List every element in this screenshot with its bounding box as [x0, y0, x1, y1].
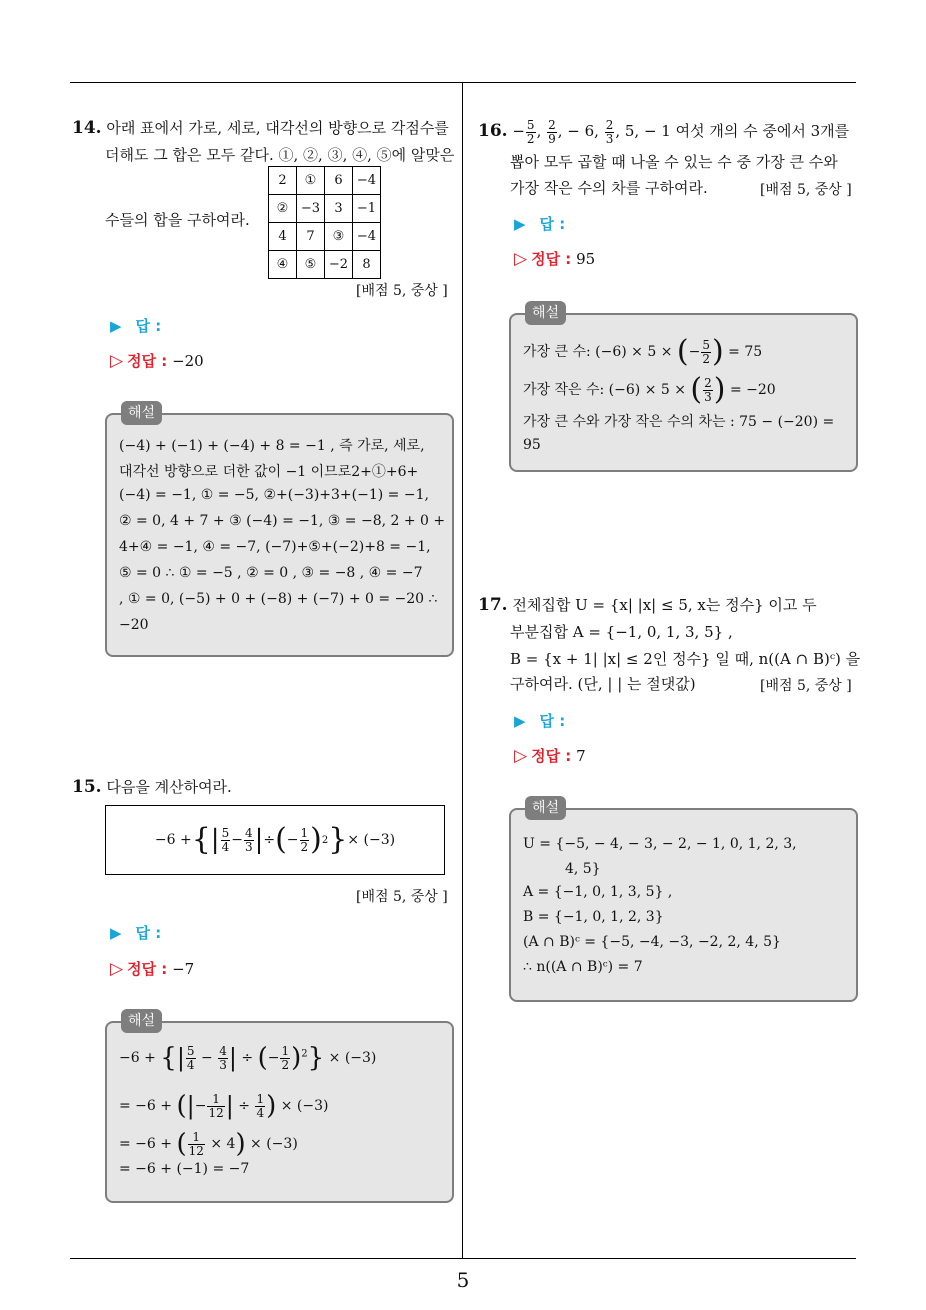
q16-line3: 가장 작은 수의 차를 구하여라. — [510, 179, 708, 197]
explain-line: U = {−5, − 4, − 3, − 2, − 1, 0, 1, 2, 3, — [523, 836, 797, 852]
q15-correct: ▷ 정답 : −7 — [110, 959, 195, 979]
outline-triangle-icon: ▷ — [514, 249, 528, 269]
play-icon: ▶ — [514, 215, 526, 233]
table-cell: ④ — [269, 251, 297, 279]
q14-number: 14. — [72, 118, 102, 138]
explain-line: 대각선 방향으로 더한 값이 −1 이므로2+①+6+ — [119, 464, 419, 480]
explain-line: 가장 큰 수: (−6) × 5 × (− $\frac{5}{2}$ ) = 75 — [523, 334, 763, 369]
explanation-tag: 해설 — [525, 796, 566, 820]
explanation-tag: 해설 — [121, 1009, 162, 1033]
table-row — [269, 195, 381, 223]
explain-line: (−4) = −1, ① = −5, ②+(−3)+3+(−1) = −1, — [119, 487, 429, 503]
explanation-tag: 해설 — [121, 401, 162, 425]
q15-answer[interactable]: ▶ 답 : — [110, 924, 162, 942]
magic-square-table — [268, 166, 381, 279]
explain-line: ② = 0, 4 + 7 + ③ (−4) = −1, ③ = −8, 2 + 0 + — [119, 513, 446, 529]
explanation-tag: 해설 — [525, 301, 566, 325]
table-cell: ⑤ — [297, 251, 325, 279]
table-row — [269, 223, 381, 251]
q16-correct: ▷ 정답 : 95 — [514, 249, 596, 269]
explain-line: ⑤ = 0 ∴ ① = −5 , ② = 0 , ③ = −8 , ④ = −7 — [119, 565, 423, 581]
table-cell: ① — [297, 167, 325, 195]
explain-line: 가장 작은 수: (−6) × 5 × ( $\frac{2}{3}$ ) = −20 — [523, 372, 776, 407]
q17-line3: B = {x + 1| |x| ≤ 2인 정수} 일 때, n((A ∩ B)ᶜ) 을 — [510, 650, 861, 668]
q17-line2: 부분집합 A = {−1, 0, 1, 3, 5} , — [510, 623, 733, 641]
q16-answer[interactable]: ▶ 답 : — [514, 215, 566, 233]
q15-formula: −6 + { | $\frac{5}{4}$ − $\frac{4}{3}$ | ÷ ( − $\frac{1}{2}$ ) 2 } × (−3) — [105, 805, 445, 875]
q16-number: 16. — [478, 121, 508, 141]
q14-correct: ▷ 정답 : −20 — [110, 351, 204, 371]
table-cell: −4 — [353, 167, 381, 195]
explain-line: B = {−1, 0, 1, 2, 3} — [523, 909, 664, 925]
top-rule — [70, 82, 856, 83]
outline-triangle-icon: ▷ — [110, 959, 124, 979]
q15-stem — [72, 775, 232, 800]
table-cell: −4 — [353, 223, 381, 251]
q17-line1: 전체집합 U = {x| |x| ≤ 5, x는 정수} 이고 두 — [512, 596, 817, 614]
page-number: 5 — [456, 1268, 470, 1292]
table-cell: 3 — [325, 195, 353, 223]
q16-line2: 뽑아 모두 곱할 때 나올 수 있는 수 중 가장 큰 수와 — [510, 153, 838, 171]
table-cell: 8 — [353, 251, 381, 279]
q16-explanation-box — [509, 305, 858, 472]
q16-meta: [배점 5, 중상 ] — [760, 182, 852, 198]
table-cell: −2 — [325, 251, 353, 279]
q17-meta: [배점 5, 중상 ] — [760, 678, 852, 694]
explain-line: 4, 5} — [565, 861, 601, 877]
explain-line: A = {−1, 0, 1, 3, 5} , — [523, 884, 673, 900]
q15-meta: [배점 5, 중상 ] — [356, 889, 448, 905]
table-cell: ③ — [325, 223, 353, 251]
q14-answer[interactable]: ▶ 답 : — [110, 317, 162, 335]
explain-line: −6 + {| $\frac{5}{4}$ − $\frac{4}{3}$ | ÷ (− $\frac{1}{2}$ )$^2$} × (−3) — [119, 1043, 377, 1073]
q15-explanation-box — [105, 1013, 454, 1203]
table-cell: 6 — [325, 167, 353, 195]
q14-line1: 아래 표에서 가로, 세로, 대각선의 방향으로 각점수를 — [106, 119, 449, 137]
table-cell: ② — [269, 195, 297, 223]
explain-line: = −6 + (|− $\frac{1}{12}$ | ÷ $\frac{1}{4}$ ) × (−3) — [119, 1091, 329, 1121]
q15-text: 다음을 계산하여라. — [106, 778, 232, 796]
q14-line3: 수들의 합을 구하여라. — [105, 211, 250, 229]
explain-line: , ① = 0, (−5) + 0 + (−8) + (−7) + 0 = −20 ∴ — [119, 591, 438, 607]
q16-stem: 16. − $\frac{5}{2}$ , $\frac{2}{9}$ , − 6, $\frac{2}{3}$ , 5, − 1 여섯 개의 수 중에서 3개를 — [478, 117, 850, 146]
explain-line: 가장 큰 수와 가장 작은 수의 차는 : 75 − (−20) = — [523, 414, 835, 430]
table-cell: −3 — [297, 195, 325, 223]
q17-number: 17. — [478, 595, 508, 615]
outline-triangle-icon: ▷ — [514, 746, 528, 766]
q17-explanation-box — [509, 800, 858, 1002]
bottom-rule — [70, 1258, 856, 1259]
explain-line: = −6 + (−1) = −7 — [119, 1161, 250, 1177]
explain-line: (−4) + (−1) + (−4) + 8 = −1 , 즉 가로, 세로, — [119, 438, 425, 454]
column-divider — [462, 82, 463, 1258]
play-icon: ▶ — [514, 712, 526, 730]
q17-answer[interactable]: ▶ 답 : — [514, 712, 566, 730]
q14-meta: [배점 5, 중상 ] — [356, 283, 448, 299]
play-icon: ▶ — [110, 317, 122, 335]
table-row — [269, 251, 381, 279]
table-cell: 4 — [269, 223, 297, 251]
table-cell: 7 — [297, 223, 325, 251]
q17-line4: 구하여라. (단, | | 는 절댓값) — [510, 675, 696, 693]
outline-triangle-icon: ▷ — [110, 351, 124, 371]
q14-line2: 더해도 그 합은 모두 같다. ①, ②, ③, ④, ⑤에 알맞은 — [105, 146, 455, 164]
explain-line: (A ∩ B)ᶜ = {−5, −4, −3, −2, 2, 4, 5} — [523, 934, 781, 950]
table-cell: 2 — [269, 167, 297, 195]
explain-line: 95 — [523, 437, 541, 453]
q14-stem — [72, 116, 462, 141]
q14-explanation-box — [105, 405, 454, 657]
q17-correct: ▷ 정답 : 7 — [514, 746, 586, 766]
explain-line: = −6 + ( $\frac{1}{12}$ × 4) × (−3) — [119, 1129, 298, 1159]
explain-line: ∴ n((A ∩ B)ᶜ) = 7 — [523, 959, 643, 975]
table-row — [269, 167, 381, 195]
explain-line: −20 — [119, 617, 149, 633]
explain-line: 4+④ = −1, ④ = −7, (−7)+⑤+(−2)+8 = −1, — [119, 539, 431, 555]
q15-number: 15. — [72, 777, 102, 797]
play-icon: ▶ — [110, 924, 122, 942]
q17-stem — [478, 593, 817, 618]
q16-line1-tail: 5, − 1 여섯 개의 수 중에서 3개를 — [624, 122, 850, 140]
table-cell: −1 — [353, 195, 381, 223]
